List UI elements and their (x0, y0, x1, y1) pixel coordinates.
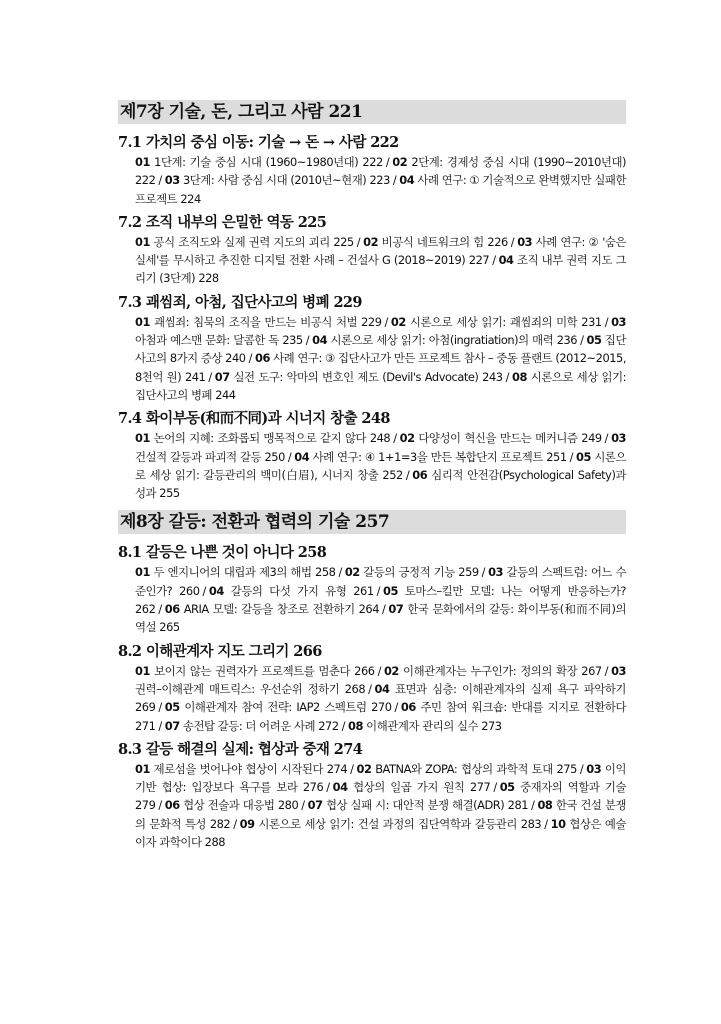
entry-number: 02 (390, 314, 406, 329)
entry-text: 사례 연구: ① 기술적으로 완벽했지만 실패한 프로젝트 224 (135, 173, 626, 206)
entry-separator: / (158, 798, 162, 813)
entry-text: 한국 문화에서의 갈등: 화이부동(和而不同)의 역설 265 (135, 602, 627, 635)
entry-separator: / (248, 351, 252, 366)
entry-number: 07 (388, 602, 404, 617)
section-7-1 (118, 132, 626, 208)
entry-separator: / (377, 663, 381, 678)
entry-number: 08 (537, 798, 553, 813)
entry-text: 표면과 심층: 이해관계자의 실제 욕구 파악하기 269 (135, 681, 626, 715)
entry-number: 02 (383, 663, 399, 678)
entry-number: 05 (499, 780, 515, 795)
section-title: 7.2 조직 내부의 은밀한 역동 225 (118, 213, 327, 231)
entry-text: 토마스–킬만 모델: 나는 어떻게 반응하는가? 262 (135, 583, 627, 617)
entry-number: 04 (294, 449, 310, 464)
entry-number: 02 (344, 565, 360, 580)
entry-text: ARIA 모델: 갈등을 창조로 전환하기 264 (183, 602, 379, 617)
entry-number: 09 (239, 816, 255, 831)
entry-number: 07 (214, 369, 230, 384)
entry-separator: / (356, 234, 361, 249)
section-title: 7.3 괘씸죄, 아첨, 집단사고의 병폐 229 (118, 293, 362, 311)
entry-text: 시론으로 세상 읽기: 건설 과정의 집단역학과 갈등관리 283 (258, 816, 542, 831)
entry-number: 01 (135, 155, 150, 169)
entry-text: 갈등의 긍정적 기능 259 (363, 565, 479, 580)
entry-number: 02 (392, 155, 408, 169)
entry-separator: / (208, 369, 212, 384)
entry-text: 보이지 않는 권력자가 프로젝트를 멈춘다 266 (154, 663, 375, 678)
entry-separator: / (385, 155, 390, 169)
entry-separator: / (394, 700, 398, 715)
entry-number: 04 (332, 780, 348, 795)
entry-list (135, 313, 626, 404)
entry-number: 04 (399, 173, 415, 188)
entry-text: 이해관계자 관리의 실수 273 (366, 718, 502, 733)
entry-number: 05 (586, 333, 602, 348)
entry-separator: / (382, 602, 386, 617)
entry-number: 04 (498, 253, 514, 268)
entry-text: 권력–이해관계 매트릭스: 우선순위 정하기 268 (135, 681, 366, 696)
entry-text: 2단계: 경제성 중심 시대 (1990~2010년대) 222 (135, 155, 626, 188)
entry-separator: / (393, 431, 397, 446)
entry-text: 사례 연구: ④ 1+1=3을 만든 복합단지 프로젝트 251 (312, 449, 567, 464)
entry-text: 사례 연구: ③ 집단사고가 만든 프로젝트 참사 – 중동 플랜트 (2012~2015, 8천억 원) 241 (135, 351, 627, 384)
entry-separator: / (305, 333, 310, 348)
chapter-title: 제8장 갈등: 전환과 협력의 기술 257 (118, 510, 626, 534)
entry-separator: / (604, 663, 609, 678)
entry-separator: / (158, 602, 162, 617)
entry-separator: / (580, 333, 584, 348)
entry-number: 08 (511, 369, 527, 384)
entry-number: 05 (164, 700, 180, 715)
entry-text: 협상의 일곱 가지 원칙 277 (353, 780, 491, 795)
entry-number: 05 (383, 583, 398, 598)
entry-number: 02 (356, 761, 372, 776)
entry-separator: / (405, 467, 410, 482)
entry-number: 03 (611, 431, 627, 446)
entry-separator: / (569, 449, 574, 464)
entry-list (135, 233, 626, 288)
entry-number: 02 (363, 234, 379, 249)
entry-text: 건설적 갈등과 파괴적 갈등 250 (135, 449, 285, 464)
entry-text: 괘씸죄: 침묵의 조직을 만드는 비공식 처벌 229 (154, 314, 382, 329)
entry-number: 03 (517, 234, 533, 249)
section-7-2 (118, 212, 626, 288)
entry-separator: / (202, 583, 206, 598)
entry-number: 06 (412, 467, 428, 482)
entry-text: 공식 조직도와 실제 권력 지도의 괴리 225 (153, 234, 354, 249)
entry-number: 06 (164, 602, 180, 617)
entry-separator: / (579, 761, 584, 776)
entry-separator: / (392, 173, 397, 188)
table-of-contents (118, 100, 626, 855)
chapter-7 (118, 100, 626, 502)
entry-separator: / (384, 314, 388, 329)
entry-number: 04 (374, 681, 390, 696)
entry-separator: / (287, 449, 292, 464)
entry-separator: / (604, 431, 609, 446)
section-8-3 (118, 739, 626, 851)
entry-number: 04 (312, 333, 328, 348)
entry-number: 07 (164, 718, 180, 733)
section-title: 7.1 가치의 중심 이동: 기술 → 돈 → 사람 222 (118, 134, 399, 151)
entry-separator: / (341, 718, 346, 733)
section-8-1 (118, 542, 626, 636)
entry-text: 사례 연구: ② '숨은 실세'를 무시하고 추진한 디지털 전환 사례 – 건설사 G (2018~2019) 227 (135, 234, 627, 268)
entry-text: 갈등의 스펙트럼: 어느 수준인가? 260 (135, 565, 626, 598)
entry-separator: / (544, 816, 548, 831)
entry-number: 03 (586, 761, 602, 776)
entry-separator: / (158, 700, 162, 715)
entry-number: 07 (307, 798, 323, 813)
entry-text: 이익 기반 협상: 입장보다 욕구를 보라 276 (135, 761, 627, 795)
entry-text: BATNA와 ZOPA: 협상의 과학적 토대 275 (375, 761, 577, 776)
entry-separator: / (158, 173, 162, 188)
entry-text: 아첨과 예스맨 문화: 달콤한 독 235 (135, 333, 303, 348)
entry-text: 3단계: 사람 중심 시대 (2010년~현재) 223 (182, 173, 390, 188)
entry-number: 01 (135, 314, 150, 329)
entry-number: 03 (164, 173, 180, 188)
entry-text: 다양성이 혁신을 만드는 메커니즘 249 (418, 431, 602, 446)
entry-text: 심리적 안전감(Psychological Safety)과 성과 255 (135, 467, 626, 501)
entry-text: 한국 건설 분쟁의 문화적 특성 282 (135, 798, 626, 831)
entry-number: 01 (135, 761, 150, 776)
entry-number: 10 (550, 816, 566, 831)
entry-text: 협상은 예술이자 과학이다 288 (135, 816, 626, 850)
entry-text: 비공식 네트워크의 힘 226 (381, 234, 508, 249)
entry-number: 01 (135, 663, 150, 678)
entry-number: 03 (488, 565, 504, 580)
entry-text: 시론으로 세상 읽기: 갈등관리의 백미(白眉), 시너지 창출 252 (135, 449, 627, 482)
entry-separator: / (338, 565, 342, 580)
entry-number: 06 (254, 351, 270, 366)
section-7-3 (118, 292, 626, 404)
entry-text: 이해관계자는 누구인가: 정의의 확장 267 (403, 663, 602, 678)
entry-text: 갈등의 다섯 가지 유형 261 (230, 583, 374, 598)
entry-separator: / (301, 798, 305, 813)
section-title: 8.3 갈등 해결의 실제: 협상과 중재 274 (118, 740, 363, 758)
entry-number: 08 (348, 718, 363, 733)
entry-text: 조직 내부 권력 지도 그리기 (3단계) 228 (135, 253, 626, 286)
entry-text: 협상 실패 시: 대안적 분쟁 해결(ADR) 281 (326, 798, 529, 813)
entry-separator: / (350, 761, 354, 776)
entry-separator: / (493, 780, 497, 795)
entry-number: 01 (135, 565, 150, 580)
entry-text: 시론으로 세상 읽기: 집단사고의 병폐 244 (135, 369, 627, 402)
section-7-4 (118, 408, 626, 502)
chapter-8 (118, 510, 626, 851)
entry-list (135, 662, 626, 735)
entry-number: 02 (399, 431, 415, 446)
entry-number: 06 (400, 700, 416, 715)
entry-text: 이해관계자 참여 전략: IAP2 스펙트럼 270 (184, 700, 392, 715)
entry-number: 06 (164, 798, 180, 813)
section-title: 7.4 화이부동(和而不同)과 시너지 창출 248 (118, 410, 390, 428)
entry-text: 실전 도구: 악마의 변호인 제도 (Devil's Advocate) 243 (233, 369, 503, 384)
entry-separator: / (492, 253, 496, 268)
entry-number: 03 (611, 663, 627, 678)
entry-list (135, 153, 626, 208)
entry-number: 03 (611, 314, 627, 329)
section-title: 8.2 이해관계자 지도 그리기 266 (118, 642, 322, 660)
entry-separator: / (604, 314, 609, 329)
entry-text: 제로섬을 벗어나야 협상이 시작된다 274 (153, 761, 348, 776)
chapter-title: 제7장 기술, 돈, 그리고 사람 221 (118, 100, 626, 124)
entry-separator: / (233, 816, 237, 831)
entry-text: 집단사고의 8가지 증상 240 (135, 333, 627, 366)
entry-separator: / (326, 780, 330, 795)
entry-text: 중재자의 역할과 기술 279 (135, 780, 627, 813)
entry-text: 시론으로 세상 읽기: 괘씸죄의 미학 231 (409, 314, 602, 329)
entry-separator: / (376, 583, 381, 598)
entry-text: 두 엔지니어의 대립과 제3의 해법 258 (153, 565, 336, 580)
entry-number: 01 (135, 431, 150, 446)
entry-text: 1단계: 기술 중심 시대 (1960~1980년대) 222 (154, 155, 383, 169)
section-8-2 (118, 641, 626, 735)
entry-number: 05 (576, 449, 591, 464)
entry-text: 송전탑 갈등: 더 어려운 사례 272 (182, 718, 339, 733)
entry-separator: / (481, 565, 486, 580)
entry-list (135, 563, 626, 636)
entry-text: 주민 참여 워크숍: 반대를 지지로 전환하다 271 (135, 700, 627, 733)
entry-text: 논어의 지혜: 조화롭되 맹목적으로 같지 않다 248 (153, 431, 391, 446)
entry-text: 시론으로 세상 읽기: 아첨(ingratiation)의 매력 236 (330, 333, 578, 348)
entry-list (135, 760, 626, 851)
entry-text: 협상 전술과 대응법 280 (183, 798, 299, 813)
entry-separator: / (505, 369, 509, 384)
section-title: 8.1 갈등은 나쁜 것이 아니다 258 (118, 544, 327, 562)
entry-separator: / (510, 234, 515, 249)
entry-number: 04 (208, 583, 224, 598)
entry-number: 01 (135, 234, 150, 249)
entry-separator: / (158, 718, 162, 733)
entry-separator: / (368, 681, 372, 696)
entry-separator: / (531, 798, 535, 813)
entry-list (135, 429, 626, 502)
